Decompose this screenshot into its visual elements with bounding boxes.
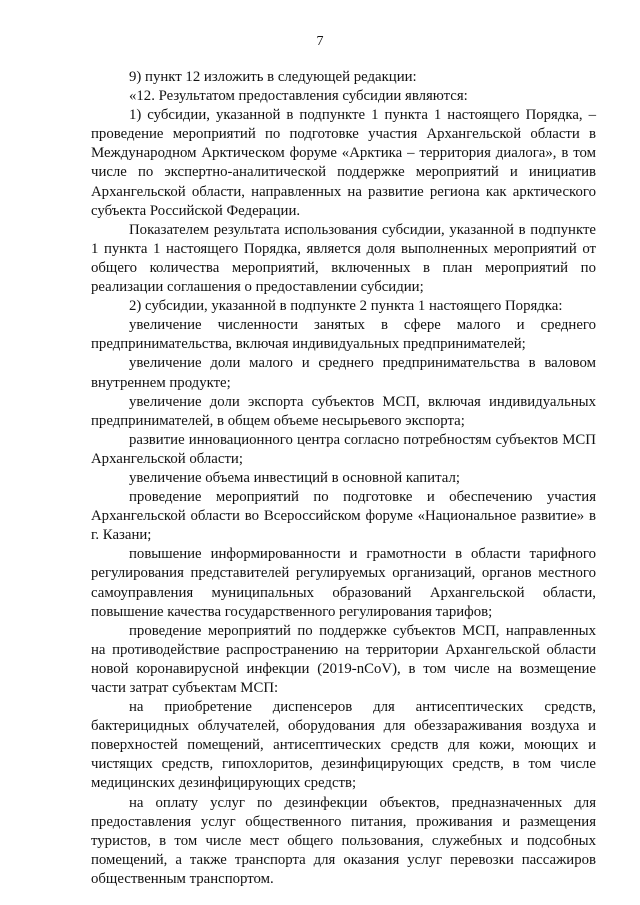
page-number: 7 <box>316 34 324 49</box>
paragraph-sme-gdp-share: увеличение доли малого и среднего предпринимательства в валовом внутреннем продукте; <box>91 355 596 391</box>
paragraph-employment-growth: увеличение численности занятых в сфере малого и среднего предпринимательства, включая индивидуальных предпринимателей; <box>91 317 596 353</box>
paragraph-export-share: увеличение доли экспорта субъектов МСП, включая индивидуальных предпринимателей, в общем объеме несырьевого экспорта; <box>91 393 596 429</box>
paragraph-disinfection: на оплату услуг по дезинфекции объектов, предназначенных для предоставления услуг общественного питания, проживания и размещения туристов, в том числе мест общего пользования, служебных и подсобных помещений, а также транспорта для оказания услуг перевозки пассажиров общественным транспортом. <box>91 794 596 887</box>
paragraph-subsidy-2: 2) субсидии, указанной в подпункте 2 пункта 1 настоящего Порядка: <box>129 298 563 315</box>
paragraph-covid-support: проведение мероприятий по поддержке субъектов МСП, направленных на противодействие распространению на территории Архангельской области новой коронавирусной инфекции (2019-nCoV), в том числе на возмещение части затрат субъектам МСП: <box>91 622 596 696</box>
document-body <box>91 68 596 889</box>
paragraph-innovation-center: развитие инновационного центра согласно потребностям субъектов МСП Архангельской области; <box>91 431 596 467</box>
paragraph-tariff-literacy: повышение информированности и грамотности в области тарифного регулирования представителей регулируемых организаций, органов местного самоуправления муниципальных образований Архангельской области, повышение качества государственного регулирования тарифов; <box>91 546 596 620</box>
paragraph-dispensers: на приобретение диспенсеров для антисептических средств, бактерицидных облучателей, оборудования для обеззараживания воздуха и поверхностей помещений, антисептических средств для кожи, моющих и чистящих средств, гипохлоритов, дезинфицирующих средств, в том числе медицинских дезинфицирующих средств; <box>91 699 596 792</box>
paragraph-point-12-intro: «12. Результатом предоставления субсидии являются: <box>129 88 468 105</box>
paragraph-subsidy-1: 1) субсидии, указанной в подпункте 1 пункта 1 настоящего Порядка, – проведение мероприятий по подготовке участия Архангельской области в Международном Арктическом форуме «Арктика – территория диалога», в том числе по экспертно-аналитической поддержке мероприятий и инициатив Архангельской области, направленных на развитие региона как арктического субъекта Российской Федерации. <box>91 107 596 219</box>
paragraph-forum-kazan: проведение мероприятий по подготовке и обеспечению участия Архангельской области во Всероссийском форуме «Национальное развитие» в г. Казани; <box>91 489 596 544</box>
paragraph-investment: увеличение объема инвестиций в основной капитал; <box>129 469 460 486</box>
paragraph-item-9: 9) пункт 12 изложить в следующей редакции: <box>129 69 417 85</box>
paragraph-result-indicator: Показателем результата использования субсидии, указанной в подпункте 1 пункта 1 настоящего Порядка, является доля выполненных мероприятий от общего количества мероприятий, включенных в план мероприятий по реализации соглашения о предоставлении субсидии; <box>91 221 596 296</box>
